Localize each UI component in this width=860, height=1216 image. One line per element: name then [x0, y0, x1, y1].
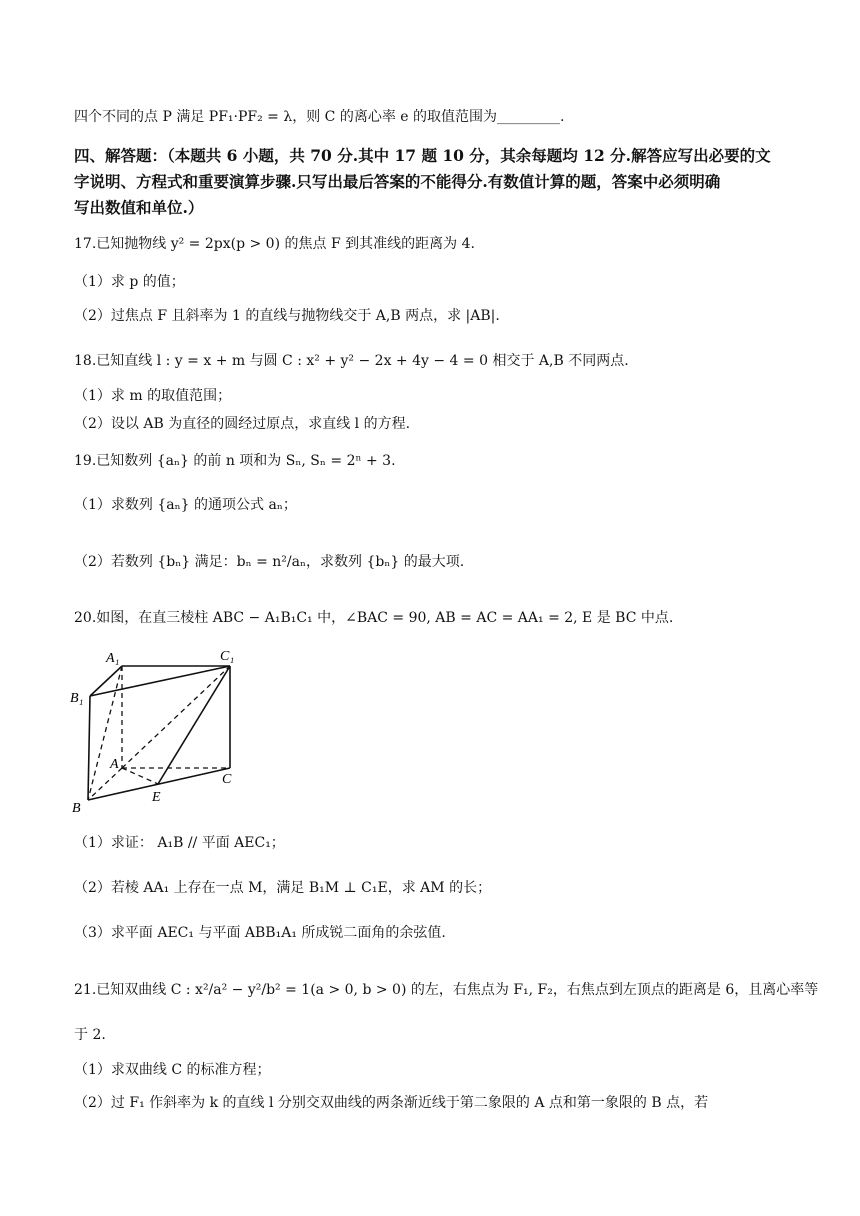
section-4-instructions-line-2: 字说明、方程式和重要演算步骤.只写出最后答案的不能得分.有数值计算的题，答案中必须明确 — [74, 172, 721, 191]
edge-ab-hidden — [88, 768, 122, 800]
section-4-instructions-line-1: 四、解答题：（本题共 6 小题，共 70 分.其中 17 题 10 分，其余每题均 12 分.解答应写出必要的文 — [74, 146, 771, 165]
question-18-part-1: （1）求 m 的取值范围； — [74, 388, 232, 404]
label-a: A — [110, 757, 119, 772]
label-c: C — [222, 772, 232, 787]
section-4-instructions-line-3: 写出数值和单位.） — [74, 198, 204, 217]
question-19: 19.已知数列 {aₙ} 的前 n 项和为 Sₙ, Sₙ = 2ⁿ + 3. — [74, 453, 396, 469]
edge-b1a1 — [90, 666, 122, 696]
label-e: E — [152, 790, 161, 805]
question-18: 18.已知直线 l : y = x + m 与圆 C : x² + y² − 2x + 4y − 4 = 0 相交于 A,B 不同两点. — [74, 353, 629, 369]
question-17-part-1: （1）求 p 的值； — [74, 274, 185, 290]
segment-c1e — [158, 666, 230, 784]
question-19-part-1: （1）求数列 {aₙ} 的通项公式 aₙ； — [74, 497, 297, 513]
segment-ae-hidden — [122, 768, 158, 784]
question-17: 17.已知抛物线 y² = 2px(p > 0) 的焦点 F 到其准线的距离为 4. — [74, 236, 475, 252]
label-c1: C₁ — [220, 649, 235, 664]
question-21-continued: 于 2. — [74, 1027, 106, 1043]
edge-b1b — [88, 696, 90, 800]
prism-figure — [66, 648, 256, 816]
question-21: 21.已知双曲线 C : x²/a² − y²/b² = 1(a > 0, b > 0) 的左，右焦点为 F₁, F₂，右焦点到左顶点的距离是 6，且离心率等 — [74, 982, 819, 998]
segment-ac1-hidden — [122, 666, 230, 768]
question-21-part-2: （2）过 F₁ 作斜率为 k 的直线 l 分别交双曲线的两条渐近线于第二象限的 A 点和第一象限的 B 点，若 — [74, 1095, 709, 1111]
question-17-part-2: （2）过焦点 F 且斜率为 1 的直线与抛物线交于 A,B 两点，求 |AB|. — [74, 308, 500, 324]
label-b: B — [72, 801, 81, 816]
question-21-part-1: （1）求双曲线 C 的标准方程； — [74, 1062, 271, 1078]
question-20-part-1: （1）求证： A₁B // 平面 AEC₁； — [74, 835, 285, 851]
prism-diagram — [66, 648, 256, 816]
segment-a1b-hidden — [88, 666, 122, 800]
edge-b1c1 — [90, 666, 230, 696]
question-16-tail: 四个不同的点 P 满足 PF₁·PF₂ = λ，则 C 的离心率 e 的取值范围为_________. — [74, 109, 565, 125]
label-a1: A₁ — [106, 651, 120, 666]
question-20-part-2: （2）若棱 AA₁ 上存在一点 M，满足 B₁M ⊥ C₁E，求 AM 的长； — [74, 880, 492, 896]
question-20: 20.如图，在直三棱柱 ABC − A₁B₁C₁ 中，∠BAC = 90, AB = AC = AA₁ = 2, E 是 BC 中点. — [74, 610, 674, 626]
label-b1: B₁ — [70, 691, 84, 706]
question-18-part-2: （2）设以 AB 为直径的圆经过原点，求直线 l 的方程. — [74, 416, 411, 432]
question-20-part-3: （3）求平面 AEC₁ 与平面 ABB₁A₁ 所成锐二面角的余弦值. — [74, 925, 446, 941]
question-19-part-2: （2）若数列 {bₙ} 满足：bₙ = n²/aₙ，求数列 {bₙ} 的最大项. — [74, 554, 465, 570]
